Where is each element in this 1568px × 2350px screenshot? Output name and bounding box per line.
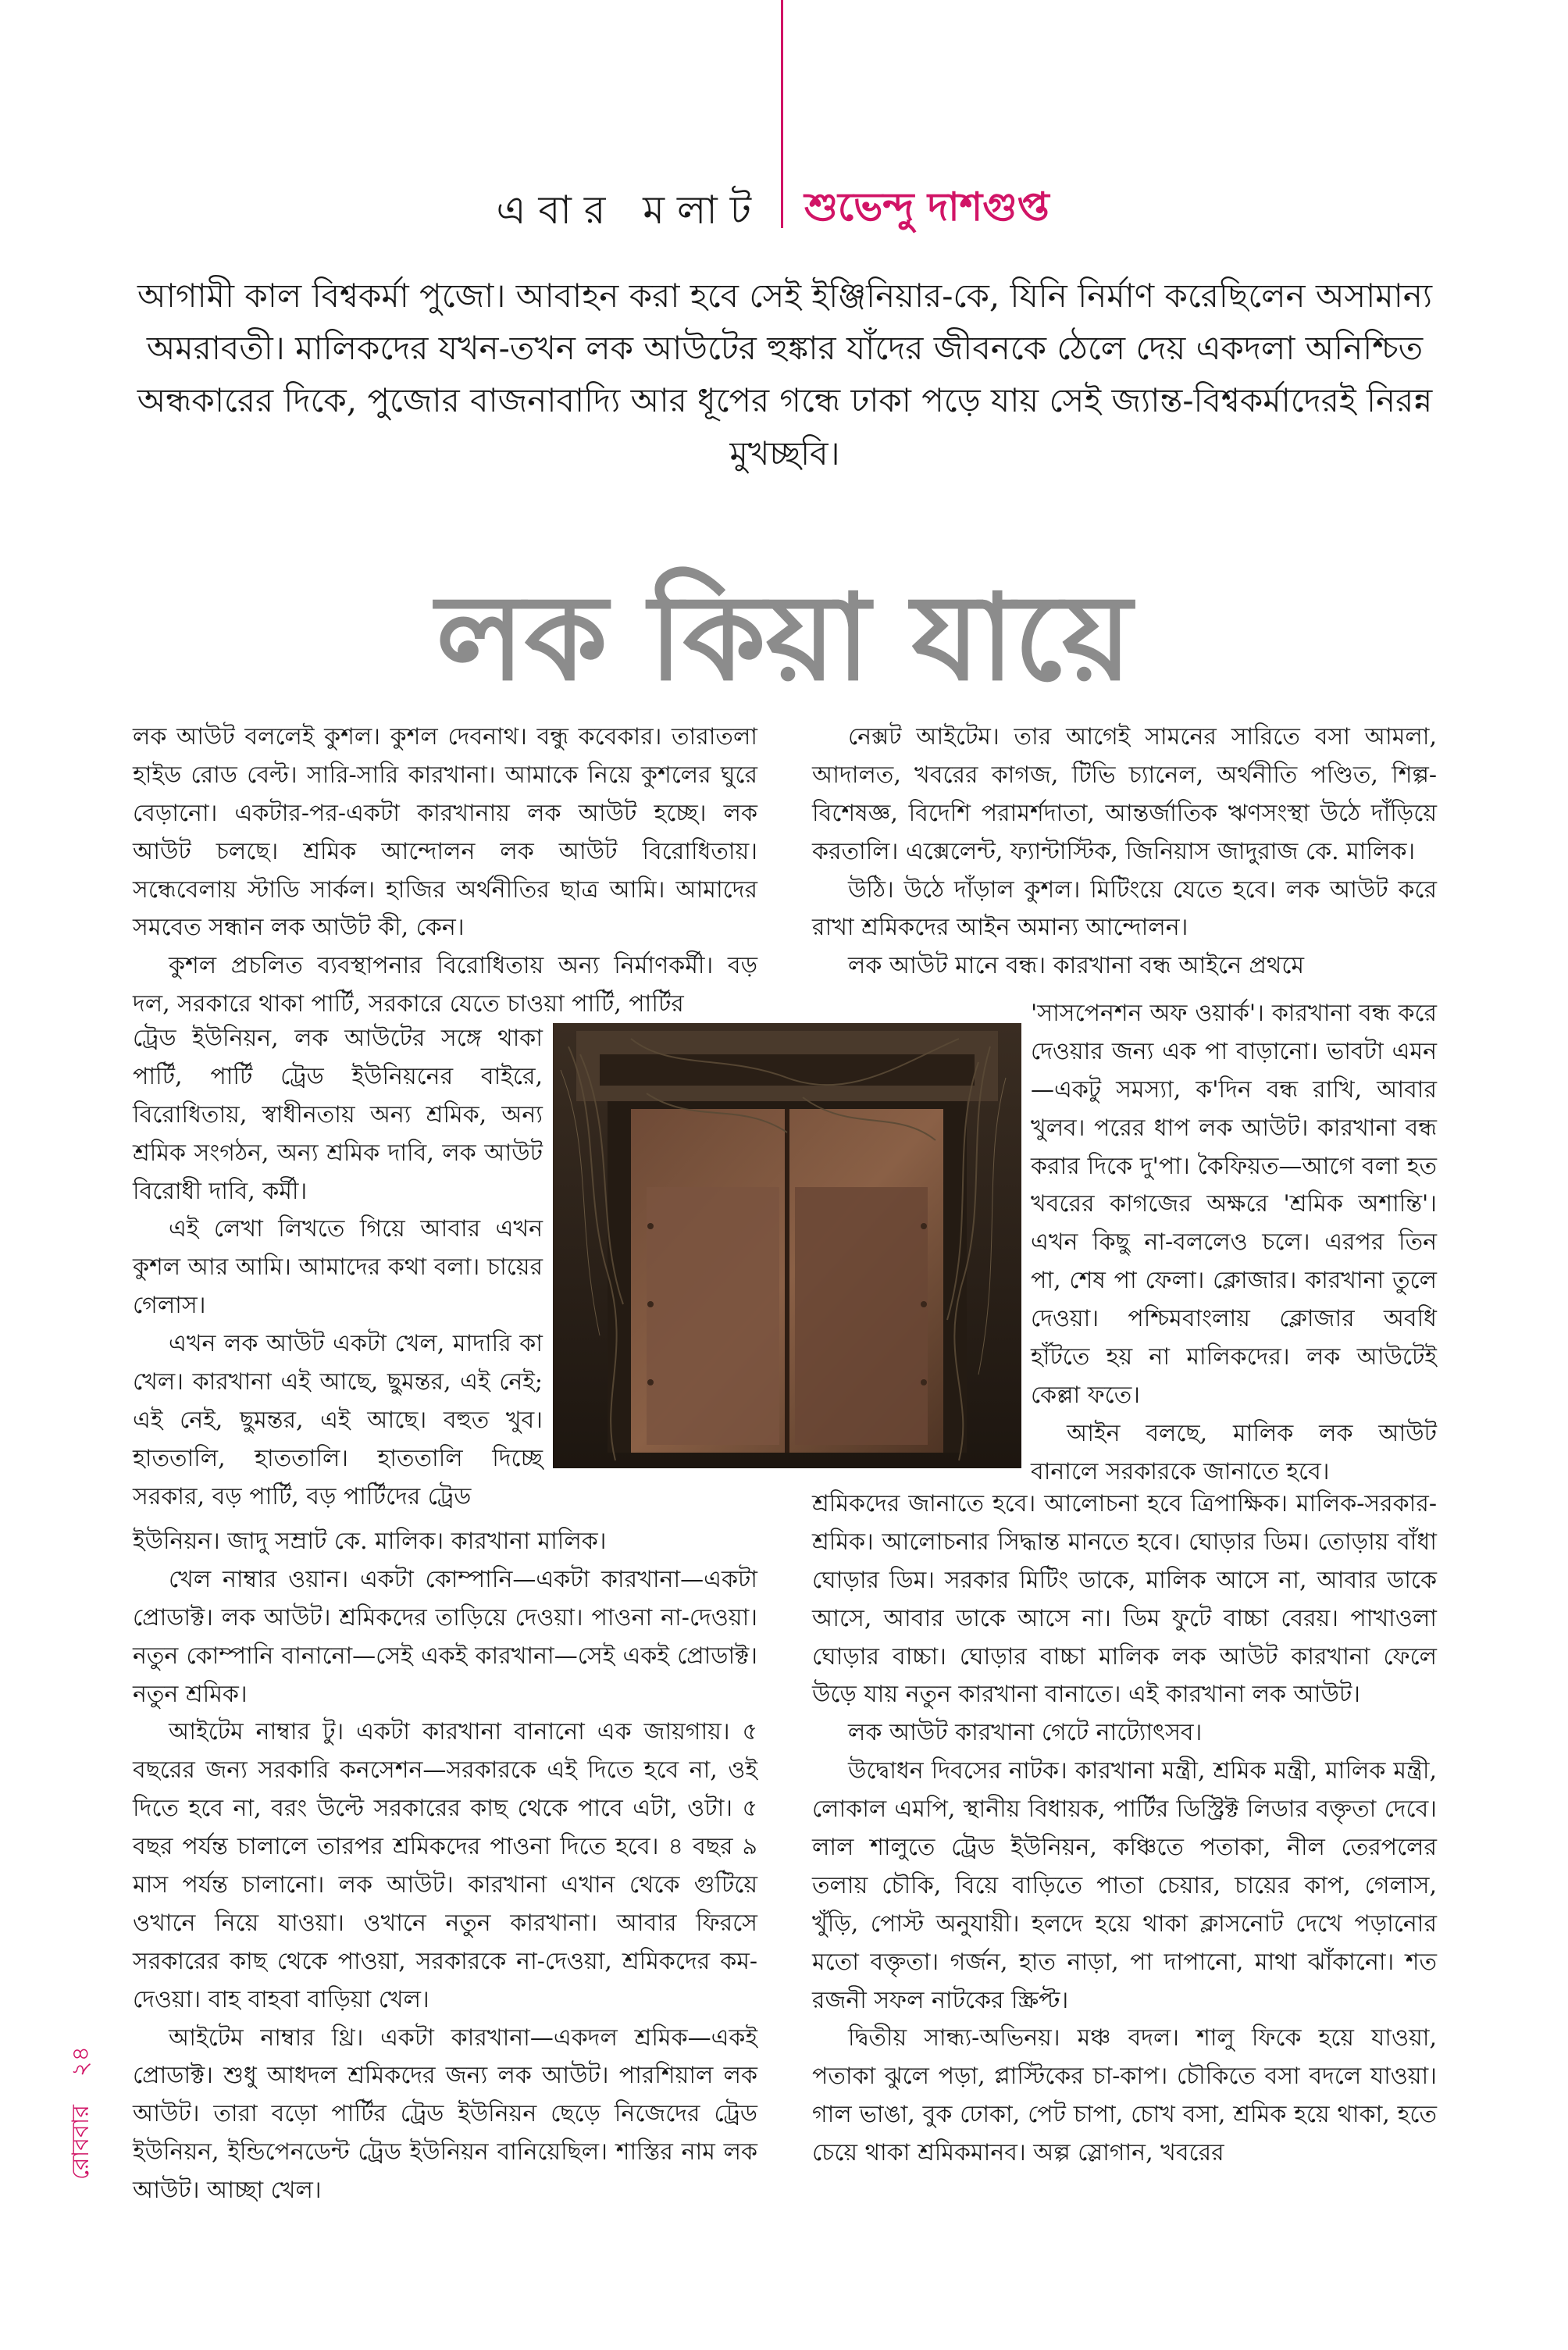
standfirst: আগামী কাল বিশ্বকর্মা পুজো। আবাহন করা হবে সেই ইঞ্জিনিয়ার-কে, যিনি নির্মাণ করেছিলেন অসামান্য অমরাবতী। মালিকদের যখন-তখন লক আউটের হুঙ্কার যাঁদের জীবনকে ঠেলে দেয় একদলা অনিশ্চিত অন্ধকারের দিকে, পুজোর বাজনাবাদ্যি আর ধূপের গন্ধে ঢাকা পড়ে যায় সেই জ্যান্ত-বিশ্বকর্মাদেরই নিরন্ন মুখচ্ছবি। <box>137 276 1433 472</box>
paragraph: শ্রমিকদের জানাতে হবে। আলোচনা হবে ত্রিপাক্ষিক। মালিক-সরকার-শ্রমিক। আলোচনার সিদ্ধান্ত মানতে হবে। ঘোড়ার ডিম। তোড়ায় বাঁধা ঘোড়ার ডিম। সরকার মিটিং ডাকে, মালিক আসে না, আবার ডাকে আসে, আবার ডাকে আসে না। ডিম ফুটে বাচ্চা বেরয়। পাখাওলা ঘোড়ার বাচ্চা। ঘোড়ার বাচ্চা মালিক লক আউট কারখানা ফেলে উড়ে যায় নতুন কারখানা বানাতে। এই কারখানা লক আউট। <box>812 1490 1437 1709</box>
paragraph: লক আউট বললেই কুশল। কুশল দেবনাথ। বন্ধু কবেকার। তারাতলা হাইড রোড বেল্ট। সারি-সারি কারখানা। আমাকে নিয়ে কুশলের ঘুরে বেড়ানো। একটার-পর-একটা কারখানায় লক আউট হচ্ছে। লক আউট চলছে। শ্রমিক আন্দোলন লক আউট বিরোধিতায়। সন্ধেবেলায় স্টাডি সার্কল। হাজির অর্থনীতির ছাত্র আমি। আমাদের সমবেত সন্ধান লক আউট কী, কেন। <box>133 723 757 942</box>
author-name: শুভেন্দু দাশগুপ্ত <box>804 184 1049 230</box>
section-label: এবার মলাট <box>496 187 764 233</box>
paragraph: দ্বিতীয় সান্ধ্য-অভিনয়। মঞ্চ বদল। শালু ফিকে হয়ে যাওয়া, পতাকা ঝুলে পড়া, প্লাস্টিকের চা-কাপ। চৌকিতে বসা বদলে যাওয়া। গাল ভাঙা, বুক ঢোকা, পেট চাপা, চোখ বসা, শ্রমিক হয়ে থাকা, হতে চেয়ে থাকা শ্রমিকমানব। অল্প স্লোগান, খবরের <box>812 2024 1437 2167</box>
paragraph: এই লেখা লিখতে গিয়ে আবার এখন কুশল আর আমি। আমাদের কথা বলা। চায়ের গেলাস। <box>133 1215 543 1320</box>
left-column-bottom <box>133 1523 757 2210</box>
paragraph: লক আউট মানে বন্ধ। কারখানা বন্ধ আইনে প্রথমে <box>848 952 1305 980</box>
paragraph: 'সাসপেনশন অফ ওয়ার্ক'। কারখানা বন্ধ করে দেওয়ার জন্য এক পা বাড়ানো। ভাবটা এমন—একটু সমস্যা, ক'দিন বন্ধ রাখি, আবার খুলব। পরের ধাপ লক আউট। কারখানা বন্ধ করার দিকে দু'পা। কৈফিয়ত—আগে বলা হত খবরের কাগজের অক্ষরে 'শ্রমিক অশান্তি'। এখন কিছু না-বললেও চলে। এরপর তিন পা, শেষ পা ফেলা। ক্লোজার। কারখানা তুলে দেওয়া। পশ্চিমবাংলায় ক্লোজার অবধি হাঁটতে হয় না মালিকদের। লক আউটেই কেল্লা ফতে। <box>1031 1000 1437 1409</box>
magazine-name: রোববার <box>67 2105 94 2180</box>
page-number: ২৪ <box>67 2046 94 2077</box>
paragraph: উঠি। উঠে দাঁড়াল কুশল। মিটিংয়ে যেতে হবে। লক আউট করে রাখা শ্রমিকদের আইন অমান্য আন্দোলন। <box>812 875 1437 942</box>
left-column-top <box>133 719 757 1024</box>
paragraph: ট্রেড ইউনিয়ন, লক আউটের সঙ্গে থাকা পার্টি, পার্টি ট্রেড ইউনিয়নের বাইরে, বিরোধিতায়, স্বাধীনতায় অন্য শ্রমিক, অন্য শ্রমিক সংগঠন, অন্য শ্রমিক দাবি, লক আউট বিরোধী দাবি, কর্মী। <box>133 1025 543 1205</box>
paragraph: আইন বলছে, মালিক লক আউট বানালে সরকারকে জানাতে হবে। <box>1031 1419 1437 1485</box>
locked-door-photo <box>553 1023 1021 1468</box>
paragraph: আইটেম নাম্বার থ্রি। একটা কারখানা—একদল শ্রমিক—একই প্রোডাক্ট। শুধু আধদল শ্রমিকদের জন্য লক আউট। পারশিয়াল লক আউট। তারা বড়ো পার্টির ট্রেড ইউনিয়ন ছেড়ে নিজেদের ট্রেড ইউনিয়ন, ইন্ডিপেনডেন্ট ট্রেড ইউনিয়ন বানিয়েছিল। শাস্তির নাম লক আউট। আচ্ছা খেল। <box>133 2024 757 2205</box>
right-column-bottom <box>812 1485 1437 2173</box>
right-column-top <box>812 719 1437 986</box>
accent-rule <box>781 0 783 228</box>
paragraph: এখন লক আউট একটা খেল, মাদারি কা খেল। কারখানা এই আছে, ছুমন্তর, এই নেই; এই নেই, ছুমন্তর, এই আছে। বহুত খুব। হাততালি, হাততালি। হাততালি দিচ্ছে সরকার, বড় পার্টি, বড় পার্টিদের ট্রেড <box>133 1330 543 1510</box>
paragraph: কুশল প্রচলিত ব্যবস্থাপনার বিরোধিতায় অন্য নির্মাণকর্মী। বড় দল, সরকারে থাকা পার্টি, সরকারে যেতে চাওয়া পার্টি, পার্টির <box>133 952 757 1018</box>
paragraph: উদ্বোধন দিবসের নাটক। কারখানা মন্ত্রী, শ্রমিক মন্ত্রী, মালিক মন্ত্রী, লোকাল এমপি, স্থানীয় বিধায়ক, পার্টির ডিস্ট্রিক্ট লিডার বক্তৃতা দেবে। লাল শালুতে ট্রেড ইউনিয়ন, কঞ্চিতে পতাকা, নীল তেরপলের তলায় চৌকি, বিয়ে বাড়িতে পাতা চেয়ার, চায়ের কাপ, গেলাস, খুঁড়ি, পোস্ট অনুযায়ী। হলদে হয়ে থাকা ক্লাসনোট দেখে পড়ানোর মতো বক্তৃতা। গর্জন, হাত নাড়া, পা দাপানো, মাথা ঝাঁকানো। শত রজনী সফল নাটকের স্ক্রিপ্ট। <box>812 1757 1437 2014</box>
headline: লক কিয়া যায়ে <box>436 569 1132 707</box>
paragraph: খেল নাম্বার ওয়ান। একটা কোম্পানি—একটা কারখানা—একটা প্রোডাক্ট। লক আউট। শ্রমিকদের তাড়িয়ে দেওয়া। পাওনা না-দেওয়া। নতুন কোম্পানি বানানো—সেই একই কারখানা—সেই একই প্রোডাক্ট। নতুন শ্রমিক। <box>133 1565 757 1708</box>
left-column-wrap <box>133 1020 543 1517</box>
paragraph: নেক্সট আইটেম। তার আগেই সামনের সারিতে বসা আমলা, আদালত, খবরের কাগজ, টিভি চ্যানেল, অর্থনীতি পণ্ডিত, শিল্প-বিশেষজ্ঞ, বিদেশি পরামর্শদাতা, আন্তর্জাতিক ঋণসংস্থা উঠে দাঁড়িয়ে করতালি। এক্সেলেন্ট, ফ্যান্টাস্টিক, জিনিয়াস জাদুরাজ কে. মালিক। <box>812 723 1437 865</box>
door-illustration <box>553 1023 1021 1468</box>
paragraph: লক আউট কারখানা গেটে নাট্যোৎসব। <box>848 1719 1203 1747</box>
paragraph: আইটেম নাম্বার টু। একটা কারখানা বানানো এক জায়গায়। ৫ বছরের জন্য সরকারি কনসেশন—সরকারকে এই দিতে হবে না, ওই দিতে হবে না, বরং উল্টে সরকারের কাছ থেকে পাবে এটা, ওটা। ৫ বছর পর্যন্ত চালালে তারপর শ্রমিকদের পাওনা দিতে হবে। ৪ বছর ৯ মাস পর্যন্ত চালানো। লক আউট। কারখানা এখান থেকে গুটিয়ে ওখানে নিয়ে যাওয়া। ওখানে নতুন কারখানা। আবার ফিরসে সরকারের কাছ থেকে পাওয়া, সরকারকে না-দেওয়া, শ্রমিকদের কম-দেওয়া। বাহ বাহবা বাড়িয়া খেল। <box>133 1718 757 2013</box>
paragraph: ইউনিয়ন। জাদু সম্রাট কে. মালিক। কারখানা মালিক। <box>133 1528 607 1555</box>
right-column-wrap <box>1031 995 1437 1492</box>
